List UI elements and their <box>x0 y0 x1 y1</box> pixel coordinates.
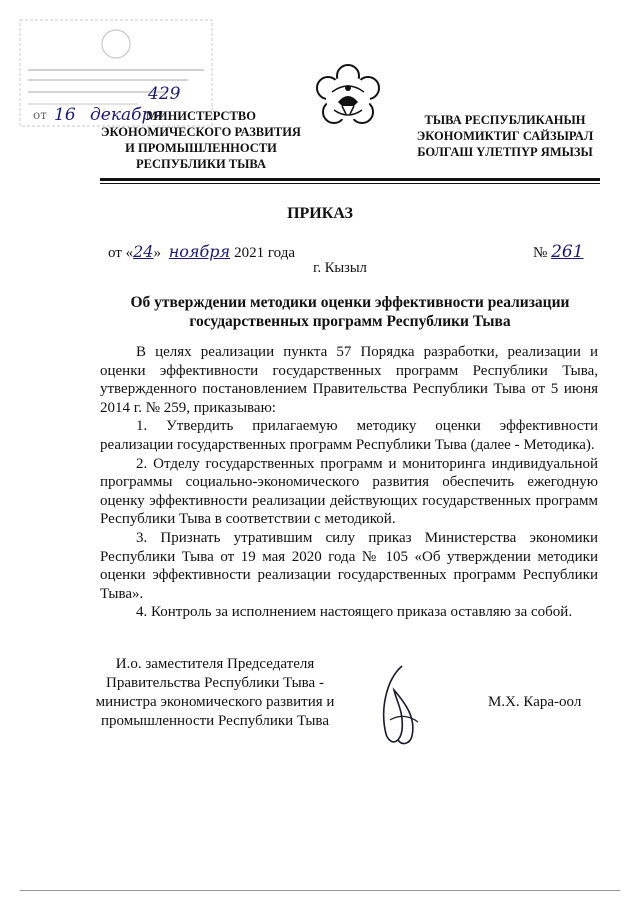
order-number <box>533 242 584 262</box>
signatory-name: М.Х. Кара-оол <box>488 694 582 710</box>
body-paragraph-item-1: 1. Утвердить прилагаемую методику оценки эффективности реализации государственных программ Республики Тыва (далее - Методика). <box>100 418 598 453</box>
order-date <box>108 242 295 262</box>
position-line-3: министра экономического развития и <box>95 694 335 710</box>
order-subject: Об утверждении методики оценки эффективности реализации государственных программ Республики Тыва <box>130 294 570 330</box>
position-line-4: промышленности Республики Тыва <box>101 713 329 729</box>
order-number-prefix: № <box>533 245 548 261</box>
order-date-prefix: от « <box>108 245 134 261</box>
order-date-mid: » <box>153 245 165 261</box>
body-paragraph-preamble: В целях реализации пункта 57 Порядка разработки, реализации и оценки эффективности государственных программ Республики Тыва, утвержденного постановлением Правительства Республики Тыва от 5 июня 2014 г. № 259, приказываю: <box>100 344 598 416</box>
ministry-line-3: И ПРОМЫШЛЕННОСТИ <box>125 141 277 155</box>
body-paragraph-item-2: 2. Отделу государственных программ и мониторинга индивидуальной программы социально-экономического развития обеспечить ежегодную оценку эффективности реализации действующих государственных программ Республики Тыва в соответствии с методикой. <box>100 455 598 528</box>
header-divider-thin <box>100 183 600 184</box>
tuvan-line-3: БОЛГАШ ҮЛЕТПҮР ЯМЫЗЫ <box>417 145 593 159</box>
order-body <box>100 343 598 622</box>
handwritten-signature <box>372 660 432 750</box>
body-paragraph-item-4: 4. Контроль за исполнением настоящего приказа оставляю за собой. <box>136 604 573 621</box>
order-number-value: 261 <box>551 242 584 262</box>
coat-of-arms-emblem <box>312 62 384 134</box>
ministry-line-1: МИНИСТЕРСТВО <box>146 109 256 123</box>
ministry-name-russian <box>96 108 306 172</box>
ministry-line-2: ЭКОНОМИЧЕСКОГО РАЗВИТИЯ <box>101 125 301 139</box>
registration-month: декабря <box>90 105 164 125</box>
order-city: г. Кызыл <box>313 260 367 276</box>
position-line-1: И.о. заместителя Председателя <box>115 656 315 672</box>
header-divider-thick <box>100 178 600 181</box>
ministry-line-4: РЕСПУБЛИКИ ТЫВА <box>136 157 266 171</box>
order-month: ноября <box>168 242 231 261</box>
body-paragraph-item-3: 3. Признать утратившим силу приказ Министерства экономики Республики Тыва от 19 мая 2020 года № 105 «Об утверждении методики оценки эффективности реализации государственных программ Республики Тыва». <box>100 529 598 602</box>
order-year: 2021 года <box>234 245 295 261</box>
order-day: 24 <box>133 242 154 261</box>
page-bottom-edge <box>20 890 620 891</box>
position-line-2: Правительства Республики Тыва - <box>106 675 324 691</box>
emblem-icon <box>312 62 384 134</box>
tuvan-line-1: ТЫВА РЕСПУБЛИКАНЫН <box>424 113 586 127</box>
document-title: ПРИКАЗ <box>287 205 353 222</box>
registration-date-prefix: от <box>33 108 47 122</box>
tuvan-line-2: ЭКОНОМИКТИГ САЙЗЫРАЛ <box>416 129 594 143</box>
signature-graphic <box>372 660 432 750</box>
signatory-position <box>80 655 350 731</box>
registration-number: 429 <box>148 84 181 104</box>
registration-day: 16 <box>54 105 76 125</box>
ministry-name-tuvan <box>400 112 610 160</box>
